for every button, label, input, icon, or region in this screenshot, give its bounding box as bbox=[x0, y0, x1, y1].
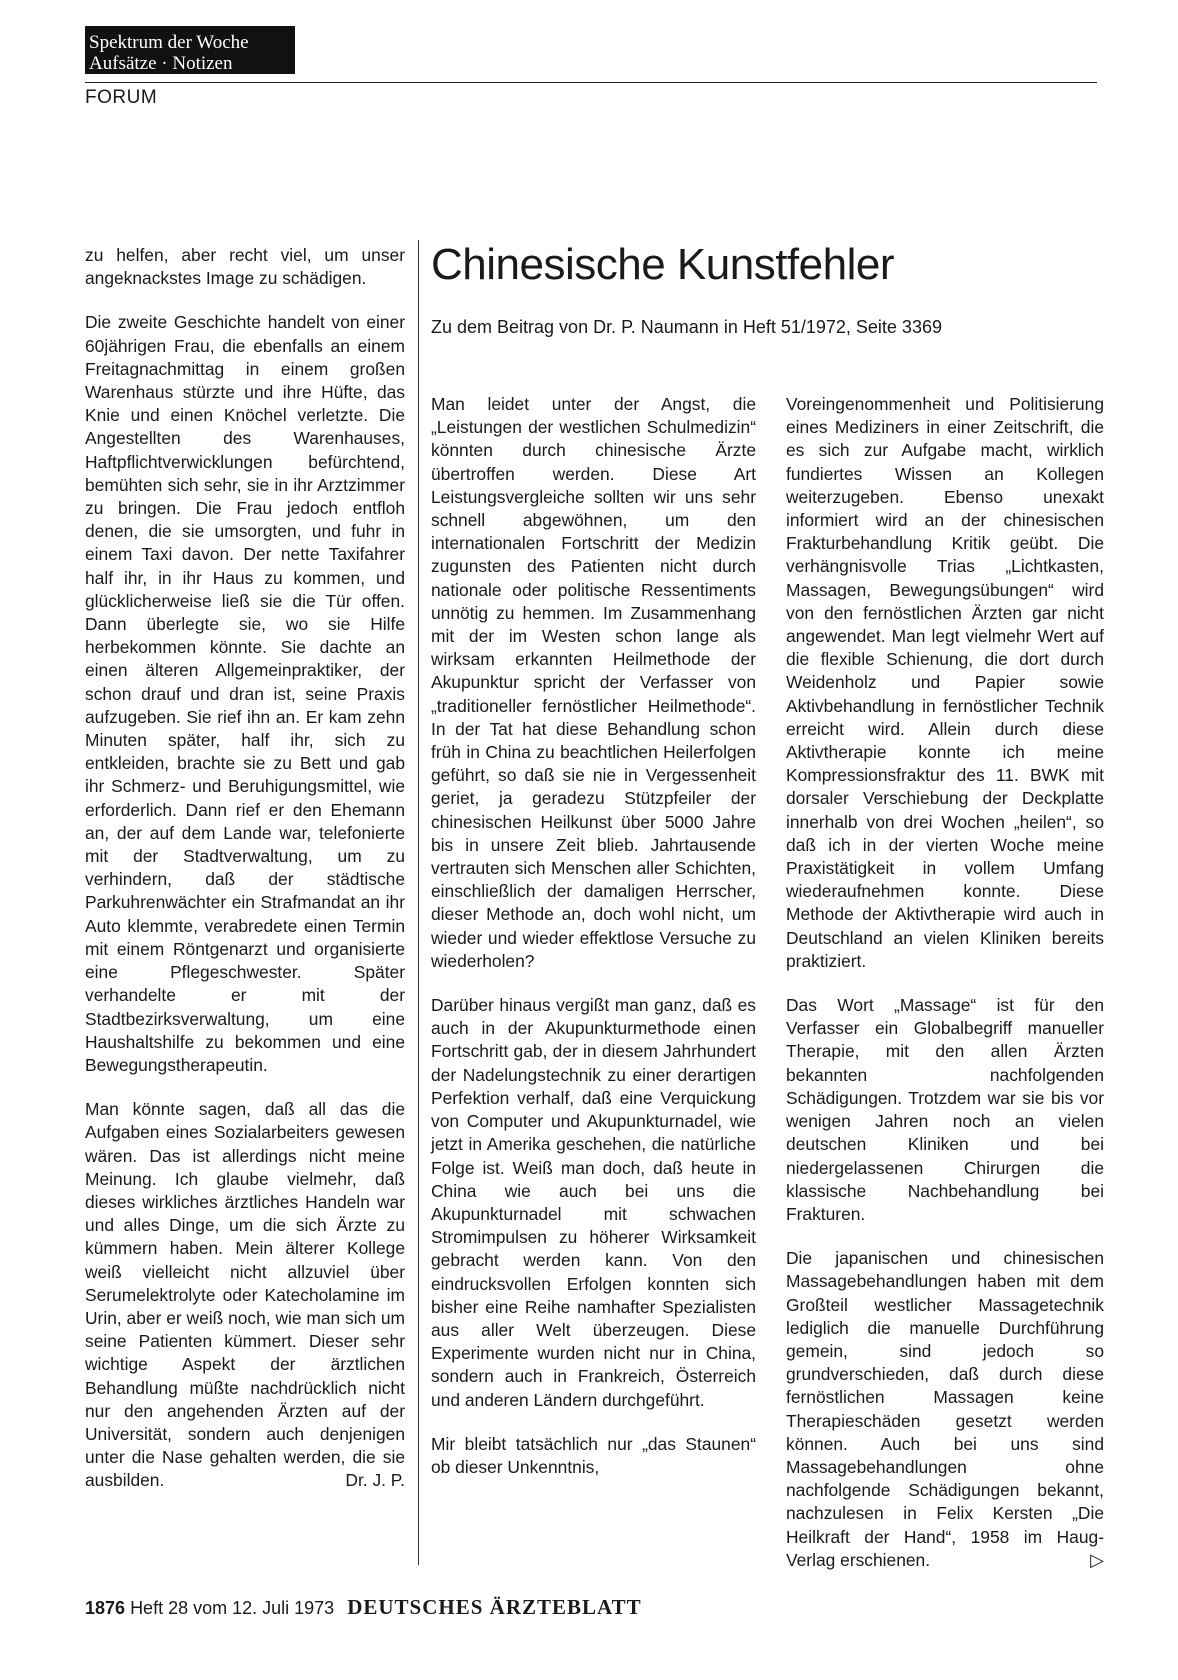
paragraph: Mir bleibt tatsächlich nur „das Staunen“ ob dieser Unkenntnis, bbox=[431, 1433, 756, 1477]
right-column bbox=[786, 393, 1104, 1572]
rubric-label: FORUM bbox=[85, 87, 158, 108]
column-divider bbox=[418, 240, 419, 1565]
paragraph: Das Wort „Massage“ ist für den Verfasser ein Globalbegriff manueller Therapie, mit den allen Ärzten bekannten nachfolgenden Schädigungen. Trotzdem war sie bis vor wenigen Jahren noch an vielen deutschen Kliniken und bei niedergelassenen Chirurgen die klassische Nachbehandlung bei Frakturen. bbox=[786, 995, 1104, 1224]
section-label-line2: Aufsätze · Notizen bbox=[89, 53, 233, 74]
section-label-line1: Spektrum der Woche bbox=[89, 32, 249, 53]
issue-info: Heft 28 vom 12. Juli 1973 bbox=[130, 1598, 335, 1618]
article-subtitle: Zu dem Beitrag von Dr. P. Naumann in Heft 51/1972, Seite 3369 bbox=[431, 317, 942, 337]
paragraph bbox=[786, 1247, 1104, 1572]
page-number: 1876 bbox=[85, 1598, 126, 1618]
middle-column bbox=[431, 393, 756, 1479]
author-signature: Dr. J. P. bbox=[345, 1470, 405, 1491]
paragraph: zu helfen, aber recht viel, um unser angeknackstes Image zu schädigen. bbox=[85, 245, 405, 289]
paragraph-text: Man könnte sagen, daß all das die Aufgaben eines Sozialarbeiters gewesen wären. Das ist allerdings nicht meine Meinung. Ich glaube vielmehr, daß dieses wirkliches ärztliches Handeln war und alles Dinge, um die sich Ärzte zu kümmern haben. Mein älterer Kollege weiß vielleicht nicht allzuviel über Serumelektrolyte oder Katecholamine im Urin, aber er weiß noch, wie man sich um seine Patienten kümmert. Dieser sehr wichtige Aspekt der ärztlichen Behandlung müßte nachdrücklich nicht nur den angehenden Ärzten auf der Universität, sondern auch denjenigen unter die Nase gehalten werden, die sie ausbilden. bbox=[85, 1099, 405, 1491]
paragraph-text: Die japanischen und chinesischen Massagebehandlungen haben mit dem Großteil westlicher Massagetechnik lediglich die manuelle Durchführung gemein, sind jedoch so grundverschieden, daß durch diese fernöstlichen Massagen keine Therapieschäden gesetzt werden können. Auch bei uns sind Massagebehandlungen ohne nachfolgende Schädigungen bekannt, nachzulesen in Felix Kersten „Die Heilkraft der Hand“, 1958 im Haug-Verlag erschienen. bbox=[786, 1248, 1104, 1570]
section-label-box bbox=[85, 26, 295, 74]
header-rule bbox=[85, 82, 1097, 83]
journal-name: DEUTSCHES ÄRZTEBLATT bbox=[347, 1595, 642, 1619]
paragraph bbox=[85, 1098, 405, 1492]
article-title: Chinesische Kunstfehler bbox=[431, 240, 894, 289]
paragraph: Voreingenommenheit und Politisierung eines Mediziners in einer Zeitschrift, die es sich zur Aufgabe macht, wirklich fundiertes Wissen an Kollegen weiterzugeben. Ebenso unexakt informiert wird an der chinesischen Frakturbehandlung Kritik geübt. Die verhängnisvolle Trias „Lichtkasten, Massagen, Bewegungsübungen“ wird von den fernöstlichen Ärzten gar nicht angewendet. Man legt vielmehr Wert auf die flexible Schienung, die dort durch Weidenholz und Papier sowie Aktivbehandlung in fernöstlicher Technik erreicht wird. Allein durch diese Aktivtherapie konnte ich meine Kompressionsfraktur des 11. BWK mit dorsaler Verschiebung der Deckplatte innerhalb von drei Wochen „heilen“, so daß ich in der vierten Woche meine Praxistätigkeit in vollem Umfang wiederaufnehmen konnte. Diese Methode der Aktivtherapie wird auch in Deutschland an vielen Kliniken bereits praktiziert. bbox=[786, 394, 1104, 971]
continuation-arrow-icon: ▷ bbox=[1090, 1549, 1104, 1570]
paragraph: Darüber hinaus vergißt man ganz, daß es auch in der Akupunkturmethode einen Fortschritt gab, der in diesem Jahrhundert der Nadelungstechnik zu einer derartigen Perfektion verhalf, daß eine Verquickung von Computer und Akupunkturnadel, wie jetzt in Amerika geschehen, die natürliche Folge ist. Weiß man doch, daß heute in China wie auch bei uns die Akupunkturnadel mit schwachen Stromimpulsen zu höherer Wirksamkeit gebracht werden kann. Von den eindrucksvollen Erfolgen konnten sich bisher eine Reihe namhafter Spezialisten aus aller Welt überzeugen. Diese Experimente wurden nicht nur in China, sondern auch in Frankreich, Österreich und anderen Ländern durchgeführt. bbox=[431, 995, 756, 1410]
left-column bbox=[85, 244, 405, 1493]
paragraph: Die zweite Geschichte handelt von einer 60jährigen Frau, die ebenfalls an einem Freitagnachmittag in einem großen Warenhaus stürzte und ihre Hüfte, das Knie und einen Knöchel verletzte. Die Angestellten des Warenhauses, Haftpflichtverwicklungen befürchtend, bemühten sich sehr, sie in ihr Arztzimmer zu bringen. Die Frau jedoch entfloh denen, die sie umsorgten, und fuhr in einem Taxi davon. Der nette Taxifahrer half ihr, in ihr Haus zu kommen, und glücklicherweise ließ sie die Tür offen. Dann überlegte sie, wo sie Hilfe herbekommen könnte. Sie dachte an einen älteren Allgemeinpraktiker, der schon drauf und dran ist, seine Praxis aufzugeben. Sie rief ihn an. Er kam zehn Minuten später, half ihr, sich zu entkleiden, brachte sie zu Bett und gab ihr Schmerz- und Beruhigungsmittel, wie erforderlich. Dann rief er den Ehemann an, der auf dem Lande war, telefonierte mit der Stadtverwaltung, um zu verhindern, daß der städtische Parkuhrenwächter ein Strafmandat an ihr Auto klemmte, verabredete einen Termin mit einem Röntgenarzt und organisierte eine Pflegeschwester. Später verhandelte er mit der Stadtbezirksverwaltung, um eine Haushaltshilfe zu bekommen und eine Bewegungstherapeutin. bbox=[85, 312, 405, 1075]
paragraph: Man leidet unter der Angst, die „Leistungen der westlichen Schulmedizin“ könnten durch chinesische Ärzte übertroffen werden. Diese Art Leistungsvergleiche sollten wir uns sehr schnell abgewöhnen, um den internationalen Fortschritt der Medizin zugunsten des Patienten nicht durch nationale oder politische Ressentiments unnötig zu hemmen. Im Zusammenhang mit der im Westen schon lange als wirksam erkannten Heilmethode der Akupunktur spricht der Verfasser von „traditioneller fernöstlicher Heilmethode“. In der Tat hat diese Behandlung schon früh in China zu beachtlichen Heilerfolgen geführt, so daß sie nie in Vergessenheit geriet, ja geradezu Stützpfeiler der chinesischen Heilkunst über 5000 Jahre bis in unsere Zeit blieb. Jahrtausende vertrauten sich Menschen aller Schichten, einschließlich der damaligen Herrscher, dieser Methode an, doch wohl nicht, um wieder und wieder effektlose Versuche zu wiederholen? bbox=[431, 394, 756, 971]
page-footer bbox=[85, 1595, 642, 1620]
